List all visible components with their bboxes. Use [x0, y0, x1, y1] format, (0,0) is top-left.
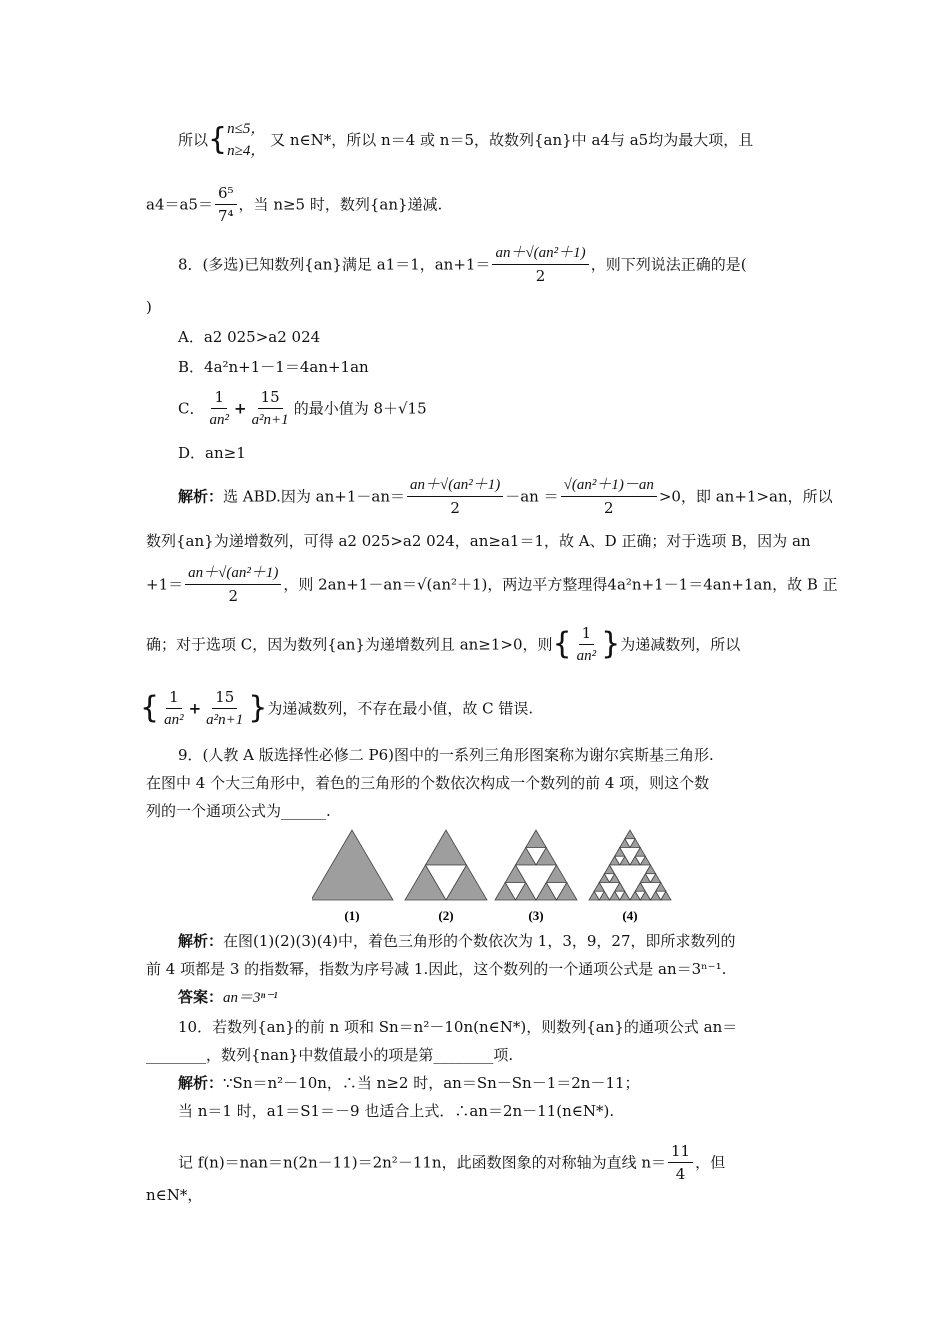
numerator: an＋√(an²＋1) [407, 474, 503, 497]
numerator: 15 [258, 386, 283, 409]
option-b: B．4a²n+1－1＝4an+1an [178, 358, 369, 376]
triangle-4 [589, 830, 671, 900]
question-9-line-2: 在图中 4 个大三角形中，着色的三角形的个数依次构成一个数列的前 4 项，则这个数 [146, 774, 710, 792]
s8-fraction-3 [185, 562, 281, 607]
shaded-triangle [526, 830, 547, 848]
solution-continuation-line [178, 118, 753, 162]
denominator: an² [576, 648, 597, 664]
denominator: a²n+1 [206, 712, 244, 728]
solution-10-line-1 [178, 1072, 640, 1094]
caption-2: (2) [438, 908, 454, 923]
denominator: an² [164, 712, 184, 728]
option-c-text: 的最小值为 8＋√15 [293, 399, 427, 418]
solution-10-line-4: n∈N*， [146, 1186, 203, 1204]
solution-label: 解析： [178, 932, 224, 950]
s8-fraction-4 [574, 622, 600, 667]
left-brace: { [552, 626, 572, 662]
question-9-line-3: 列的一个通项公式为______. [146, 802, 331, 820]
s8-text: 确；对于选项 C，因为数列{an}为递增数列且 an≥1>0，则 [146, 635, 553, 654]
s8-text: >0，即 an+1>an，所以 [658, 487, 833, 506]
solution-8-line-2: 数列{an}为递增数列，可得 a2 025>a2 024，an≥a1＝1，故 A、D 正确；对于选项 B，因为 an [146, 532, 811, 550]
denominator: 4 [675, 1165, 686, 1183]
numerator: 1 [579, 622, 595, 645]
question-8-stem [178, 242, 747, 287]
shaded-triangle [625, 830, 635, 839]
solution-8-line-3 [146, 562, 838, 607]
q8-close-paren: ) [146, 298, 152, 316]
s10-text: 记 f(n)＝nan＝n(2n－11)＝2n²－11n，此函数图象的对称轴为直线 n＝ [178, 1153, 667, 1172]
caption-1: (1) [344, 908, 360, 923]
option-c: C． $\frac{1}{\text{an²}}$ + $\frac{15}{\text{a²n+1}}$ 的最小值为 8＋√15 [178, 386, 427, 431]
inequality-system [227, 118, 265, 162]
numerator: 1 [211, 386, 227, 409]
numerator: 6⁵ [215, 182, 237, 205]
denominator: a²n+1 [251, 412, 289, 428]
left-brace: { [140, 690, 160, 726]
denominator: an² [209, 412, 229, 428]
denominator: 2 [603, 499, 614, 517]
s8-text: 为递减数列，不存在最小值，故 C 错误. [267, 699, 534, 718]
caption-4: (4) [622, 908, 638, 923]
caption-3: (3) [528, 908, 544, 923]
denominator: 2 [450, 499, 460, 517]
conclusion-text: 又 n∈N*，所以 n＝4 或 n＝5，故数列{an}中 a4与 a5均为最大项，且 [270, 131, 754, 149]
shaded-triangle [312, 830, 393, 900]
fraction-11-4 [668, 1140, 693, 1185]
solution-9-line-2: 前 4 项都是 3 的指数幂，指数为序号减 1.因此，这个数列的一个通项公式是 an＝3ⁿ⁻¹. [146, 960, 727, 978]
question-10-line-1: 10．若数列{an}的前 n 项和 Sn＝n²－10n(n∈N*)，则数列{an}的通项公式 an＝ [178, 1018, 738, 1036]
recurrence-fraction [492, 242, 588, 287]
a4-a5-equals: a4＝a5＝ [146, 195, 213, 214]
s8-text: ，则 2an+1－an＝√(an²＋1)，两边平方整理得4a²n+1－1＝4an+1an，故 B 正 [283, 575, 838, 594]
solution-8-line-1 [178, 474, 833, 519]
s8-fraction-1 [407, 474, 503, 519]
solution-label: 解析： [178, 487, 224, 506]
condition-1: n≤5， [227, 121, 266, 137]
option-a: A．a2 025>a2 024 [178, 328, 321, 346]
solution-10-line-3 [178, 1140, 725, 1185]
numerator: 1 [166, 686, 182, 709]
triangle-1 [312, 830, 393, 900]
solution-label: 解析： [178, 1074, 224, 1092]
solution-8-line-5: { $\frac{1}{\text{an²}}$ + $\frac{15}{\text{a²n+1}}$ }为递减数列，不存在最小值，故 C 错误. [140, 686, 533, 731]
triangle-2 [405, 830, 487, 900]
option-c-prefix: C． [178, 399, 205, 418]
s8-text: 为递减数列，所以 [620, 635, 741, 654]
solution-9-line-1 [178, 930, 736, 952]
s9-text: 在图(1)(2)(3)(4)中，着色三角形的个数依次为 1，3，9，27，即所求数列的 [223, 932, 736, 950]
solution-8-line-4 [146, 622, 740, 667]
triangle-3 [495, 830, 577, 900]
denominator: 7⁴ [217, 207, 234, 225]
numerator: √(an²＋1)－an [561, 474, 657, 497]
fraction-6-7 [215, 182, 237, 227]
right-brace: } [248, 690, 268, 726]
sierpinski-figure [312, 828, 682, 930]
s8-text: －an ＝ [505, 487, 559, 506]
solution-10-line-2: 当 n＝1 时，a1＝S1＝－9 也适合上式．∴an＝2n－11(n∈N*). [178, 1102, 615, 1120]
condition-2: n≥4， [227, 143, 266, 159]
right-brace: } [601, 626, 621, 662]
sierpinski-svg [312, 828, 682, 926]
fraction-15-over-an1 [249, 386, 292, 431]
s8-fraction-5 [161, 686, 187, 731]
fraction-1-over-an2 [206, 386, 232, 431]
question-9-line-1: 9．(人教 A 版选择性必修二 P6)图中的一系列三角形图案称为谢尔宾斯基三角形. [178, 746, 714, 764]
answer-label: 答案： [178, 988, 224, 1006]
s10-text: ∵Sn＝n²－10n，∴当 n≥2 时，an＝Sn－Sn－1＝2n－11； [223, 1074, 640, 1092]
decreasing-note: ，当 n≥5 时，数列{an}递减. [238, 195, 443, 214]
shaded-triangle [426, 830, 467, 865]
question-10-line-2: ________，数列{nan}中数值最小的项是第________项. [146, 1046, 514, 1064]
numerator: 15 [212, 686, 237, 709]
s8-text: 选 ABD.因为 an+1－an＝ [223, 487, 405, 506]
text-suoyi: 所以 [178, 131, 209, 149]
answer-9 [178, 986, 278, 1009]
numerator: an＋√(an²＋1) [185, 562, 281, 585]
q8-tail: ，则下列说法正确的是( [590, 255, 747, 274]
q8-lead: 8．(多选)已知数列{an}满足 a1＝1，an+1＝ [178, 255, 491, 274]
option-d: D．an≥1 [178, 444, 246, 462]
s8-text: +1＝ [146, 575, 184, 594]
s8-fraction-2 [561, 474, 657, 519]
denominator: 2 [228, 587, 239, 605]
max-term-line [146, 182, 442, 227]
numerator: an＋√(an²＋1) [492, 242, 588, 265]
numerator: 11 [668, 1140, 693, 1163]
s10-text: ，但 [695, 1153, 726, 1172]
denominator: 2 [535, 267, 546, 285]
left-brace: { [208, 122, 228, 157]
s8-fraction-6 [203, 686, 246, 731]
answer-value: an＝3ⁿ⁻¹ [223, 990, 278, 1006]
